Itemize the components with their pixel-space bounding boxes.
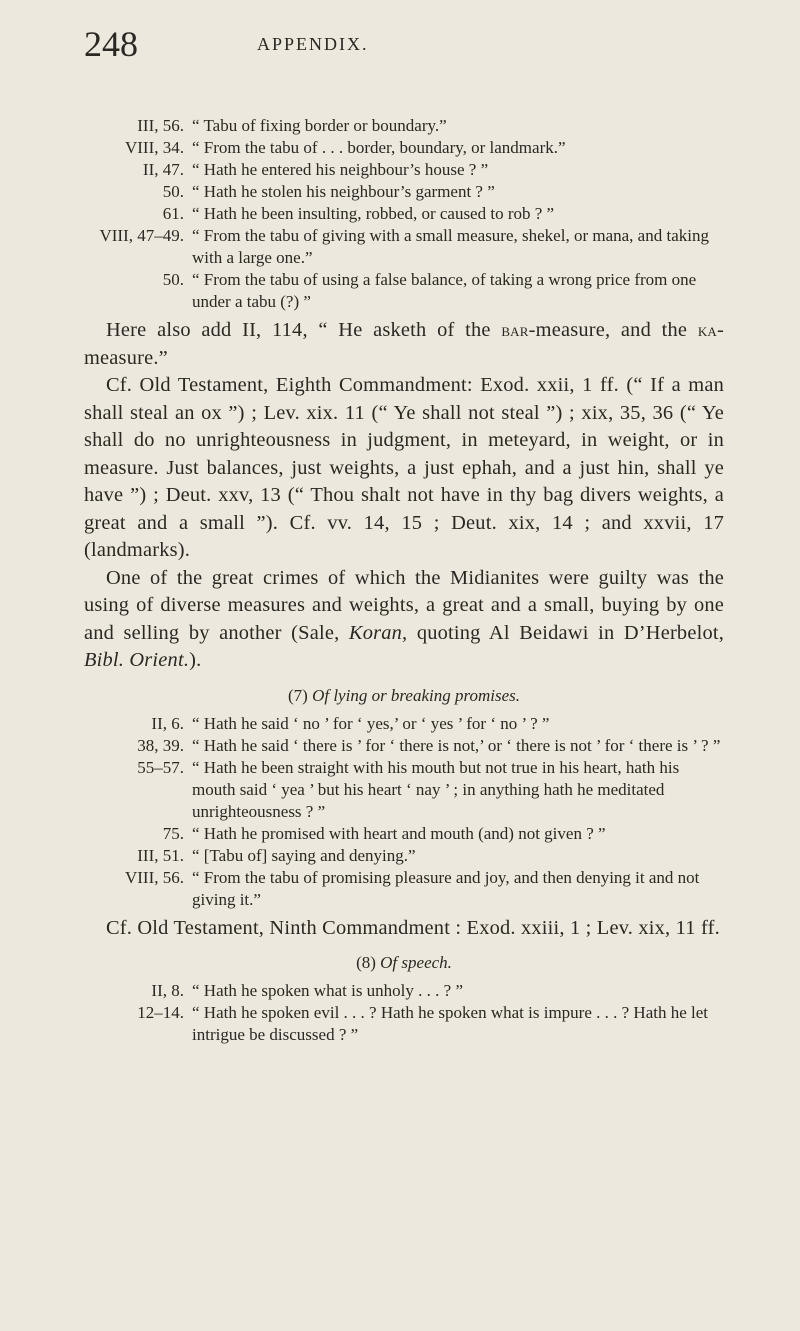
para-text: -measure, and the [528,319,698,341]
small-caps-term: ka [697,320,717,341]
section-number: (7) [288,685,308,705]
paragraph-ninth-commandment [84,915,724,943]
para-text: Here also add II, 114, “ He asketh of the [106,319,502,341]
citation-text: “ Hath he entered his neighbour’s house ? ” [192,160,489,179]
citation-entry [84,980,724,1002]
citation-ref: 50. [162,270,184,289]
small-caps-term: bar [501,320,529,341]
citation-list-1 [84,115,724,313]
paragraph-midianites [84,565,724,675]
citation-text: “ From the tabu of using a false balance, of taking a wrong price from one under a tabu (?) ” [192,270,697,311]
para-text: quoting Al Beidawi in D’Herbelot, [407,621,724,644]
italic-title: Koran, [348,621,408,644]
citation-entry [84,1002,724,1046]
citation-entry [84,181,724,203]
citation-text: “ Hath he been insulting, robbed, or caused to rob ? ” [192,204,555,223]
citation-text: “ Tabu of fixing border or boundary.” [192,116,447,135]
citation-entry [84,757,724,823]
section-title: Of lying or breaking promises. [312,685,520,705]
citation-ref: 50. [162,182,184,201]
running-head: APPENDIX. [257,34,369,54]
citation-ref: III, 56. [137,116,184,135]
italic-title: Bibl. Orient. [84,649,190,671]
citation-ref: II, 47. [142,160,184,179]
citation-text: “ Hath he spoken evil . . . ? Hath he spoken what is impure . . . ? Hath he let intrigue be discussed ? ” [192,1003,709,1044]
citation-text: “ Hath he promised with heart and mouth (and) not given ? ” [192,823,606,843]
page-content [84,115,724,1046]
citation-ref: VIII, 56. [124,867,184,887]
citation-entry [84,269,724,313]
para-text: ). [189,649,202,671]
citation-text: “ Hath he been straight with his mouth but not true in his heart, hath his mouth said ‘ yea ’ but his heart ‘ nay ’ ; in anything hath he meditated unrighteousness ? ” [192,757,680,821]
citation-ref: 12–14. [137,1003,184,1022]
para-text: Cf. Old Testament, Eighth Commandment: Exod. xxii, 1 ff. (“ If a man shall steal an ox ”) ; Lev. xix. 11 (“ Ye shall not steal ”) ; xix, 35, 36 (“ Ye shall do no unrighteousness in judgment, in meteyard, in weight, or in measure. Just balances, just weights, a just ephah, and a just hin, shall ye have ”) ; Deut. xxv, 13 (“ Thou shalt not have in thy bag divers weights, a great and a small ”). Cf. vv. 14, 15 ; Deut. xix, 14 ; and xxvii, 17 (landmarks). [84,374,724,561]
citation-ref: 38, 39. [137,735,184,755]
page-header [0,24,800,64]
para-text: -measure.” [84,319,724,369]
citation-entry [84,845,724,867]
citation-list-2 [84,713,724,911]
citation-text: “ [Tabu of] saying and denying.” [192,845,416,865]
citation-text: “ From the tabu of promising pleasure and joy, and then denying it and not giving it.” [192,867,700,909]
citation-ref: 61. [162,204,184,223]
citation-list-3 [84,980,724,1046]
citation-ref: 75. [162,823,184,843]
citation-text: “ Hath he stolen his neighbour’s garment ? ” [192,182,495,201]
citation-text: “ From the tabu of . . . border, boundary, or landmark.” [192,138,566,157]
section-heading-8 [84,952,724,974]
citation-ref: VIII, 34. [124,138,184,157]
citation-entry [84,735,724,757]
citation-entry [84,115,724,137]
citation-entry [84,867,724,911]
citation-ref: II, 6. [151,713,184,733]
citation-entry [84,713,724,735]
paragraph-eighth-commandment [84,372,724,565]
section-number: (8) [356,953,376,972]
citation-ref: 55–57. [137,757,184,777]
citation-entry [84,137,724,159]
citation-text: “ Hath he spoken what is unholy . . . ? ” [192,981,463,1000]
citation-text: “ From the tabu of giving with a small measure, shekel, or mana, and taking with a large one.” [192,226,709,267]
para-text: One of the great crimes of which the Midianites were guilty was the using of diverse measures and weights, a great and a small, buying by one and selling by another (Sale, [84,566,724,644]
section-heading-7 [84,685,724,707]
citation-ref: II, 8. [151,981,184,1000]
citation-entry [84,225,724,269]
para-text: Cf. Old Testament, Ninth Commandment : Exod. xxiii, 1 ; Lev. xix, 11 ff. [106,916,720,939]
paragraph-add-measures [84,317,724,372]
citation-entry [84,823,724,845]
citation-text: “ Hath he said ‘ there is ’ for ‘ there is not,’ or ‘ there is not ’ for ‘ there is ’ ? ” [192,735,721,755]
citation-ref: III, 51. [137,845,184,865]
citation-entry [84,159,724,181]
page-number: 248 [84,24,138,64]
citation-entry [84,203,724,225]
section-title: Of speech. [380,953,452,972]
citation-text: “ Hath he said ‘ no ’ for ‘ yes,’ or ‘ yes ’ for ‘ no ’ ? ” [192,713,550,733]
citation-ref: VIII, 47–49. [99,226,184,245]
